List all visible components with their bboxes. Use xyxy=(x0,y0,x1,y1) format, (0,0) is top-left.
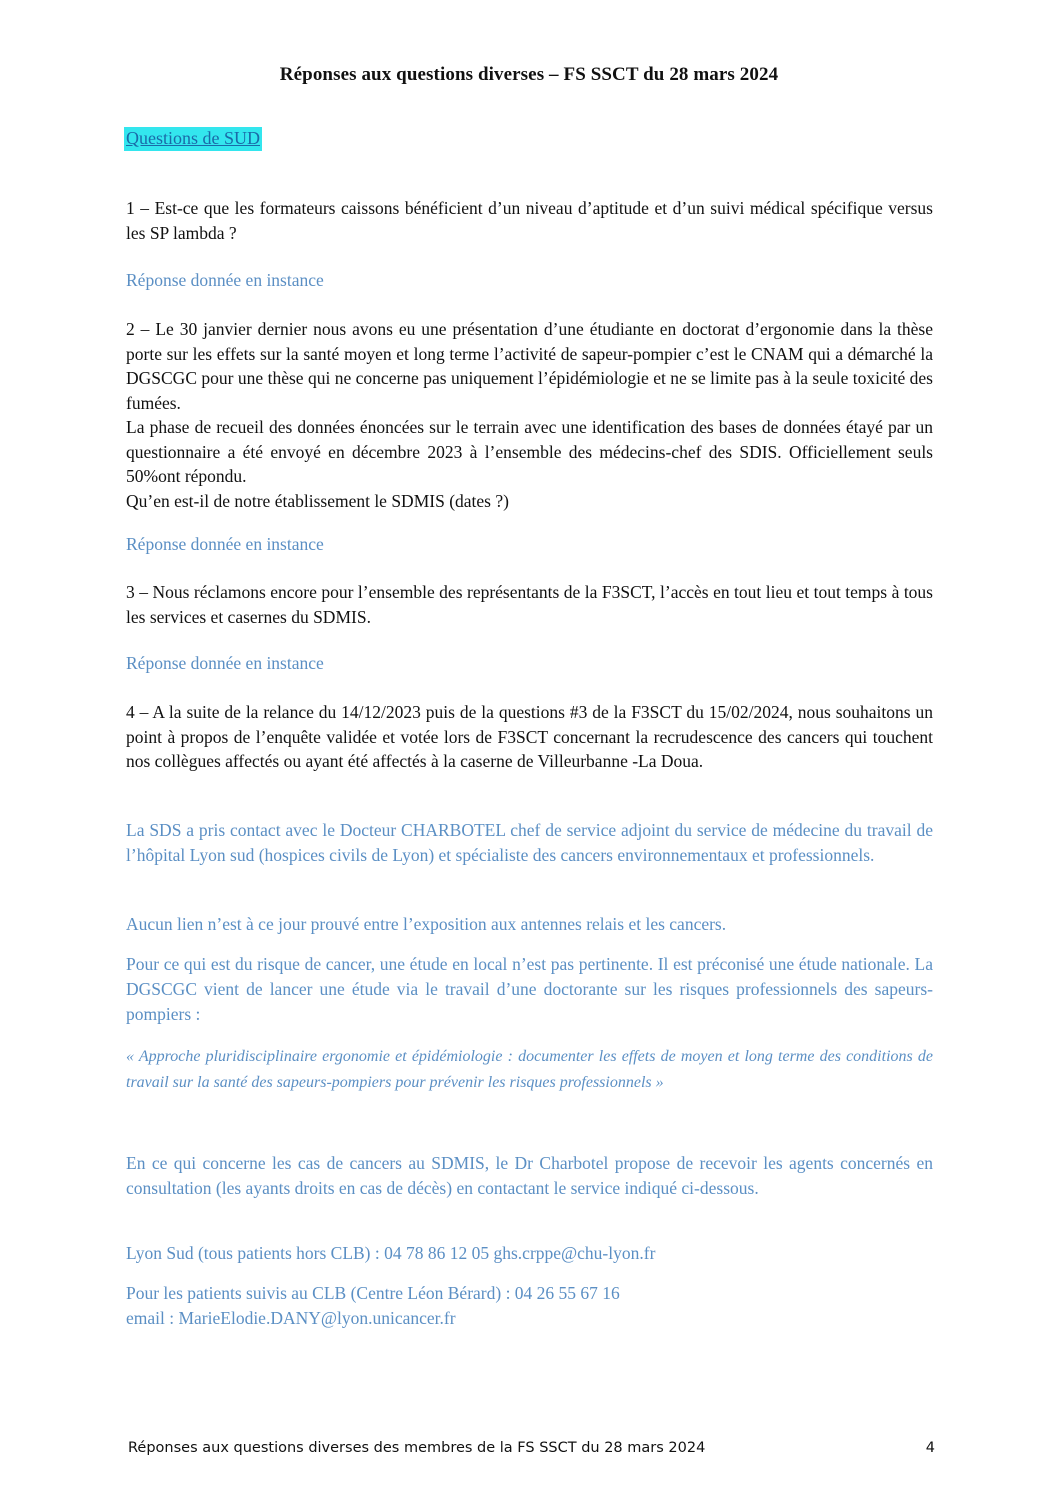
answer-4-paragraph-3 xyxy=(126,952,933,1027)
answer-3-text: Réponse donnée en instance xyxy=(126,653,324,673)
answer-4-paragraph-1-text: La SDS a pris contact avec le Docteur CHARBOTEL chef de service adjoint du service de médecine du travail de l’hôpital Lyon sud (hospices civils de Lyon) et spécialiste des cancers environnementaux et professionnels. xyxy=(126,820,933,865)
page-footer xyxy=(128,1440,935,1456)
answer-2-text: Réponse donnée en instance xyxy=(126,534,324,554)
contact-clb-line-1: Pour les patients suivis au CLB (Centre Léon Bérard) : 04 26 55 67 16 xyxy=(126,1283,620,1303)
answer-4-quote xyxy=(126,1044,933,1096)
question-2 xyxy=(126,317,933,513)
question-4 xyxy=(126,700,933,774)
page-number: 4 xyxy=(925,1440,935,1456)
contact-lyon-sud-text: Lyon Sud (tous patients hors CLB) : 04 78 86 12 05 ghs.crppe@chu-lyon.fr xyxy=(126,1243,656,1263)
question-1 xyxy=(126,196,933,245)
answer-4-paragraph-3-text: Pour ce qui est du risque de cancer, une étude en local n’est pas pertinente. Il est préconisé une étude nationale. La DGSCGC vient de lancer une étude via le travail d’une doctorante sur les risques professionnels des sapeurs-pompiers : xyxy=(126,954,933,1024)
question-2-paragraph-2: La phase de recueil des données énoncées sur le terrain avec une identification des bases de données étayé par un questionnaire a été envoyé en décembre 2023 à l’ensemble des médecins-chef des SDIS. Officiellement seuls 50%ont répondu. xyxy=(126,417,933,486)
question-2-paragraph-3: Qu’en est-il de notre établissement le SDMIS (dates ?) xyxy=(126,490,509,511)
footer-text: Réponses aux questions diverses des membres de la FS SSCT du 28 mars 2024 xyxy=(128,1440,706,1456)
answer-2 xyxy=(126,532,933,557)
answer-4-paragraph-1 xyxy=(126,818,933,868)
question-1-text: 1 – Est-ce que les formateurs caissons bénéficient d’un niveau d’aptitude et d’un suivi médical spécifique versus les SP lambda ? xyxy=(126,198,933,243)
answer-4-paragraph-4 xyxy=(126,1151,933,1201)
answer-4-paragraph-2 xyxy=(126,912,933,937)
contact-clb xyxy=(126,1281,933,1330)
answer-4-quote-text: « Approche pluridisciplinaire ergonomie et épidémiologie : documenter les effets de moyen et long terme des conditions de travail sur la santé des sapeurs-pompiers pour prévenir les risques professionnels » xyxy=(126,1048,933,1091)
answer-4-paragraph-4-text: En ce qui concerne les cas de cancers au SDMIS, le Dr Charbotel propose de recevoir les agents concernés en consultation (les ayants droits en cas de décès) en contactant le service indiqué ci-dessous. xyxy=(126,1153,933,1198)
answer-1-text: Réponse donnée en instance xyxy=(126,270,324,290)
answer-3 xyxy=(126,651,933,676)
question-3-text: 3 – Nous réclamons encore pour l’ensemble des représentants de la F3SCT, l’accès en tout lieu et tout temps à tous les services et casernes du SDMIS. xyxy=(126,582,933,627)
question-3 xyxy=(126,580,933,629)
section-heading: Questions de SUD xyxy=(124,127,262,151)
answer-4-paragraph-2-text: Aucun lien n’est à ce jour prouvé entre l’exposition aux antennes relais et les cancers. xyxy=(126,914,727,934)
answer-1 xyxy=(126,268,933,293)
contact-lyon-sud xyxy=(126,1241,933,1266)
contact-clb-line-2: email : MarieElodie.DANY@lyon.unicancer.fr xyxy=(126,1307,456,1328)
page-title: Réponses aux questions diverses – FS SSCT du 28 mars 2024 xyxy=(279,64,779,85)
question-2-paragraph-1: 2 – Le 30 janvier dernier nous avons eu une présentation d’une étudiante en doctorat d’ergonomie dans la thèse porte sur les effets sur la santé moyen et long terme l’activité de sapeur-pompier c’est le CNAM qui a démarché la DGSCGC pour une thèse qui ne concerne pas uniquement l’épidémiologie et ne se limite pas à la seule toxicité des fumées. xyxy=(126,319,933,413)
question-4-text: 4 – A la suite de la relance du 14/12/2023 puis de la questions #3 de la F3SCT du 15/02/2024, nous souhaitons un point à propos de l’enquête validée et votée lors de F3SCT concernant la recrudescence des cancers qui touchent nos collègues affectés ou ayant été affectés à la caserne de Villeurbanne -La Doua. xyxy=(126,702,933,771)
